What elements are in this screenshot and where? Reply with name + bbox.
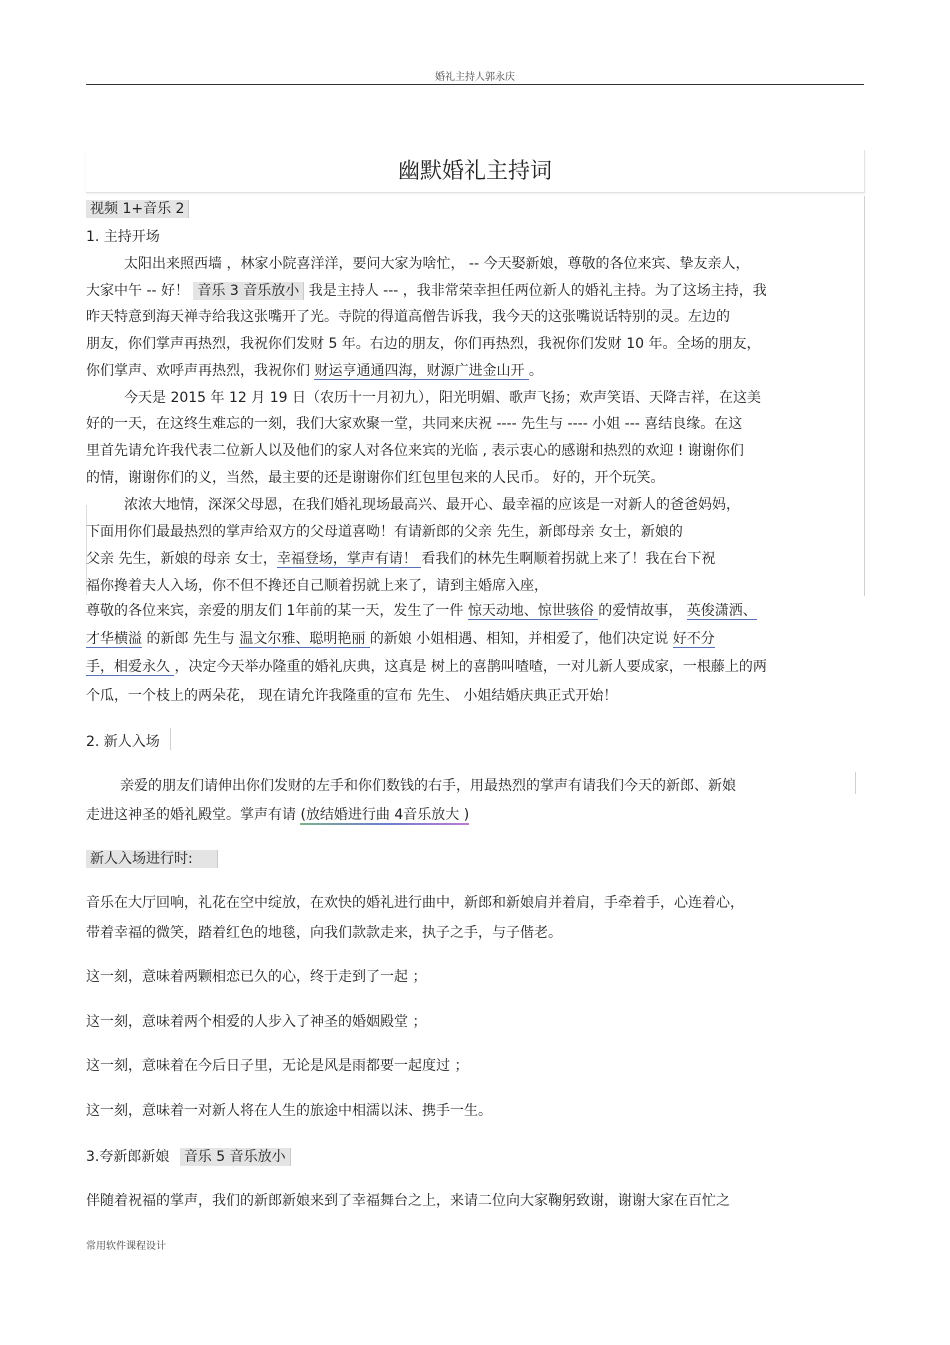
- p3-line3-a: 父亲 先生，新娘的母亲 女士，: [86, 551, 277, 567]
- p7-line1: 伴随着祝福的掌声，我们的新郎新娘来到了幸福舞台之上，来请二位向大家鞠躬致谢，谢谢大家在百忙之: [86, 1193, 730, 1209]
- p3-line4: 福你搀着夫人入场，你不但不搀还自己顺着拐就上来了，请到主婚席入座，: [86, 578, 548, 594]
- music-cue-5: 音乐 5 音乐放小: [180, 1148, 291, 1166]
- p6-line2: 带着幸福的微笑，踏着红色的地毯，向我们款款走来，执子之手，与子偕老。: [86, 925, 562, 941]
- media-cue-video-music: [86, 198, 189, 218]
- p4-line3-a: ，决定今天举办隆重的婚礼庆典，这真是 树上的喜鹊叫喳喳，一对儿新人要成家，一根藤上的两: [174, 659, 767, 675]
- p1-line4: 朋友，你们掌声再热烈，我祝你们发财 5 年。右边的朋友，你们再热烈，我祝你们发财 10 年。全场的朋友，: [86, 336, 761, 352]
- music-cue-4: (放结婚进行曲 4音乐放大 ): [300, 807, 470, 823]
- p4-line1: [86, 600, 757, 620]
- section-heading-3: 3.夸新郎新娘: [86, 1149, 170, 1165]
- entrance-label: 新人入场进行时:: [86, 850, 218, 868]
- p1-line2-b: 我是主持人 --- ，我非常荣幸担任两位新人的婚礼主持。为了这场主持，我: [308, 283, 767, 299]
- p2-line2: 好的一天，在这终生难忘的一刻，我们大家欢聚一堂，共同来庆祝 ---- 先生与 ---- 小姐 --- 喜结良缘。在这: [86, 416, 743, 432]
- groom-talent-underlined: 才华横溢: [86, 631, 142, 647]
- love-story-underlined: 惊天动地、惊世骇俗: [467, 603, 599, 619]
- p1-line1: 太阳出来照西墙 ，林家小院喜洋洋，要问大家为啥忙， -- 今天娶新娘，尊敬的各位来宾、挚友亲人，: [124, 256, 750, 272]
- p3-line2: 下面用你们最最热烈的掌声给双方的父母道喜呦！有请新郎的父亲 先生，新郎母亲 女士，新娘的: [86, 524, 683, 540]
- groom-trait-underlined: 英俊潇洒、: [686, 603, 757, 619]
- p4-line3: [86, 656, 767, 676]
- parents-entrance-underlined: 幸福登场，掌声有请！: [276, 551, 422, 567]
- p1-line2-a: 大家中午 -- 好！: [86, 283, 190, 299]
- p1-line3: 昨天特意到海天禅寺给我这张嘴开了光。寺院的得道高僧告诉我，我今天的这张嘴说话特别的灵。左边的: [86, 309, 730, 325]
- p5-line1: 亲爱的朋友们请伸出你们发财的左手和你们数钱的右手，用最热烈的掌声有请我们今天的新郎、新娘: [120, 778, 736, 794]
- p4-line2: [86, 628, 715, 648]
- right-margin-rule: [864, 196, 865, 596]
- p3-line3: [86, 548, 715, 568]
- p4-line2-a: 的新郎 先生与: [142, 631, 240, 647]
- vow-underlined-a: 好不分: [672, 631, 715, 647]
- media-cue-label: 视频 1+音乐 2: [86, 200, 189, 218]
- entrance-label-wrap: [86, 848, 218, 868]
- page-header: 婚礼主持人郭永庆: [435, 72, 515, 83]
- moment-2: 这一刻，意味着两个相爱的人步入了神圣的婚姻殿堂 ；: [86, 1014, 427, 1030]
- p5-line2: [86, 804, 469, 824]
- vow-underlined-b: 手，相爱永久: [86, 659, 175, 675]
- p2-line4: 的情，谢谢你们的义，当然，最主要的还是谢谢你们红包里包来的人民币。 好的，开个玩笑。: [86, 470, 665, 486]
- p4-line1-a: 尊敬的各位来宾，亲爱的朋友们 1年前的某一天，发生了一件: [86, 603, 468, 619]
- section-heading-1: 1. 主持开场: [86, 229, 160, 245]
- section-heading-2: 2. 新人入场: [86, 734, 160, 750]
- p2-line3: 里首先请允许我代表二位新人以及他们的家人对各位来宾的光临 , 表示衷心的感谢和热烈的欢迎 ! 谢谢你们: [86, 443, 744, 459]
- p6-line1: 音乐在大厅回响，礼花在空中绽放，在欢快的婚礼进行曲中，新郎和新娘肩并着肩，手牵着手，心连着心，: [86, 895, 744, 911]
- heading-2-rule: [170, 728, 171, 750]
- p4-line4: 个瓜，一个枝上的两朵花， 现在请允许我隆重的宣布 先生、 小姐结婚庆典正式开始！: [86, 688, 618, 704]
- moment-3: 这一刻，意味着在今后日子里，无论是风是雨都要一起度过 ；: [86, 1058, 469, 1074]
- p5-rule: [855, 772, 856, 794]
- p2-line1: 今天是 2015 年 12 月 19 日（农历十一月初九），阳光明媚、歌声飞扬；欢声笑语、天降吉祥，在这美: [124, 390, 761, 406]
- blessing-underlined: 财运亨通通四海，财源广进金山开: [314, 363, 529, 379]
- p1-line2: [86, 280, 767, 300]
- p1-line5-a: 你们掌声、欢呼声再热烈，我祝你们: [86, 363, 315, 379]
- section-heading-3-wrap: [86, 1146, 291, 1166]
- page-footer: 常用软件课程设计: [86, 1241, 166, 1252]
- p1-line5-b: 。: [528, 363, 543, 379]
- header-rule: [86, 84, 864, 85]
- p4-line1-b: 的爱情故事，: [598, 603, 687, 619]
- document-title: 幽默婚礼主持词: [397, 159, 552, 184]
- moment-4: 这一刻，意味着一对新人将在人生的旅途中相濡以沫、携手一生。: [86, 1103, 492, 1119]
- p3-line3-b: 看我们的林先生啊顺着拐就上来了！我在台下祝: [421, 551, 716, 567]
- p5-line2-a: 走进这神圣的婚礼殿堂。掌声有请: [86, 807, 301, 823]
- p3-line1: 浓浓大地情，深深父母恩，在我们婚礼现场最高兴、最开心、最幸福的应该是一对新人的爸爸妈妈，: [124, 497, 740, 513]
- p4-line2-b: 的新娘 小姐相遇、相知，并相爱了，他们决定说: [369, 631, 673, 647]
- p1-line5: [86, 360, 543, 380]
- music-cue-3: 音乐 3 音乐放小: [193, 282, 304, 300]
- bride-trait-underlined: 温文尔雅、聪明艳丽: [239, 631, 370, 647]
- moment-1: 这一刻，意味着两颗相恋已久的心，终于走到了一起 ；: [86, 969, 427, 985]
